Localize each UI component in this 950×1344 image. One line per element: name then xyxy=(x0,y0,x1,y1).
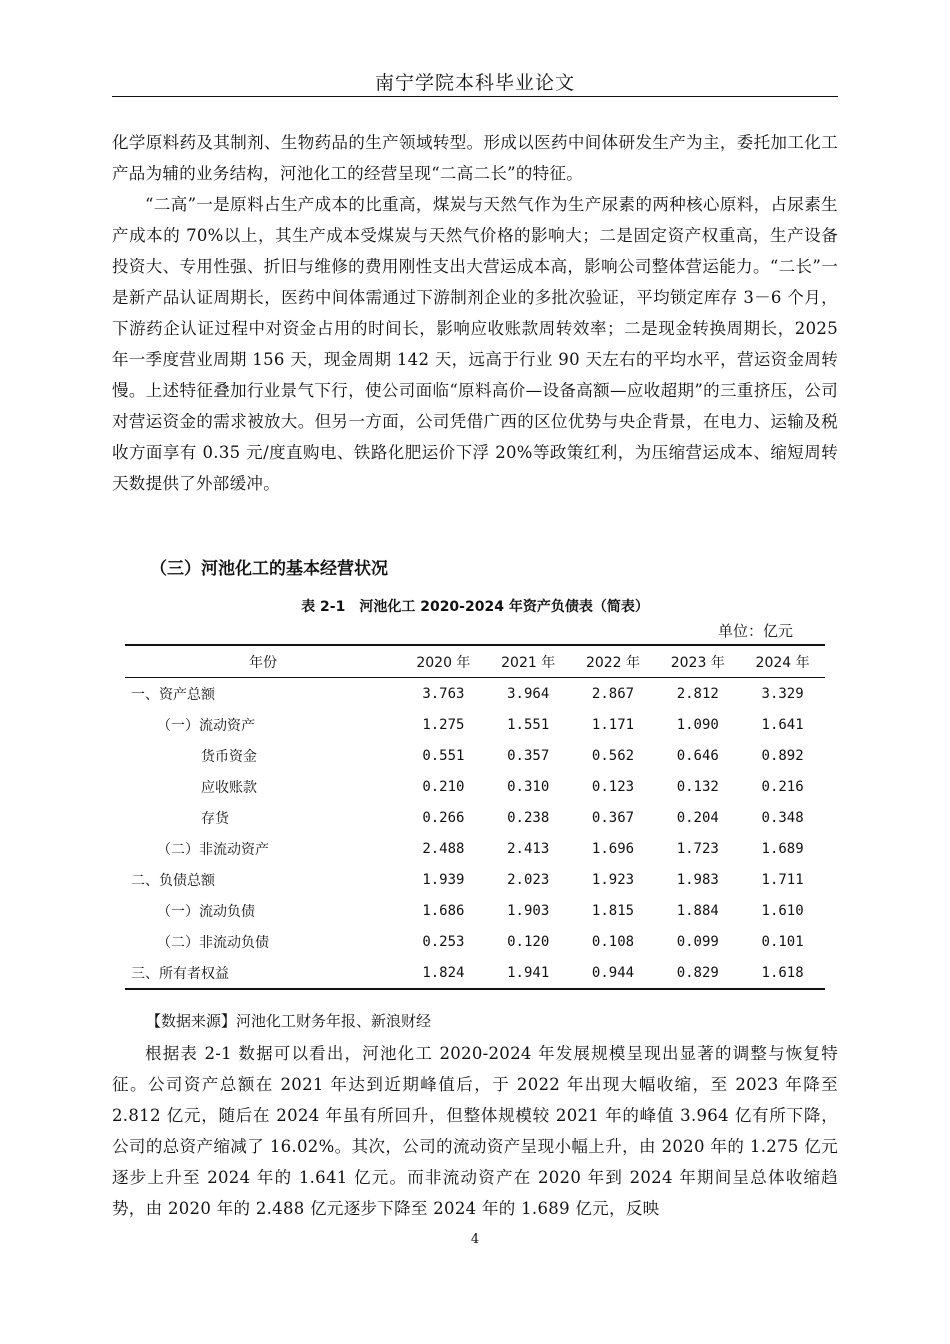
table-row xyxy=(125,957,825,989)
paragraph-2: “二高”一是原料占生产成本的比重高，煤炭与天然气作为生产尿素的两种核心原料，占尿素生产成本的 70%以上，其生产成本受煤炭与天然气价格的影响大；二是固定资产权重高，生产设备投资大、专用性强、折旧与维修的费用刚性支出大营运成本高，影响公司整体营运能力。“二长”一是新产品认证周期长，医药中间体需通过下游制剂企业的多批次验证，平均锁定库存 3－6 个月，下游药企认证过程中对资金占用的时间长，影响应收账款周转效率；二是现金转换周期长，2025 年一季度营业周期 156 天，现金周期 142 天，远高于行业 90 天左右的平均水平，营运资金周转慢。上述特征叠加行业景气下行，使公司面临“原料高价—设备高额—应收超期”的三重挤压，公司对营运资金的需求被放大。但另一方面，公司凭借广西的区位优势与央企背景，在电力、运输及税收方面享有 0.35 元/度直购电、铁路化肥运价下浮 20%等政策红利，为压缩营运成本、缩短周转天数提供了外部缓冲。 xyxy=(112,195,838,493)
body-text-bottom xyxy=(112,1038,838,1224)
column-header: 2024 年 xyxy=(755,654,810,671)
table-unit-label: 单位：亿元 xyxy=(718,622,794,640)
table-cell: 1.696 xyxy=(591,840,635,857)
table-cell: 1.723 xyxy=(676,840,719,857)
table-row xyxy=(125,895,825,926)
table-cell: 0.216 xyxy=(761,778,804,795)
table-cell: 1.941 xyxy=(507,964,550,981)
section-heading: （三）河池化工的基本经营状况 xyxy=(150,559,388,579)
table-cell: 1.939 xyxy=(422,871,465,888)
column-header: 2023 年 xyxy=(670,654,725,671)
table-cell: 2.867 xyxy=(591,685,635,702)
table-cell: 0.099 xyxy=(676,933,719,950)
row-label: 三、所有者权益 xyxy=(131,965,229,982)
row-label: 货币资金 xyxy=(201,748,257,765)
table-row xyxy=(125,771,825,802)
table-cell: 0.120 xyxy=(507,933,550,950)
column-header: 2022 年 xyxy=(585,654,641,671)
table-cell: 0.132 xyxy=(676,778,719,795)
table-caption: 表 2-1 河池化工 2020-2024 年资产负债表（简表） xyxy=(301,599,649,615)
table-cell: 0.357 xyxy=(507,747,550,764)
table-row xyxy=(125,740,825,771)
table-cell: 0.101 xyxy=(761,933,804,950)
table-cell: 0.646 xyxy=(676,747,719,764)
table-cell: 1.090 xyxy=(676,716,719,733)
column-header: 2020 年 xyxy=(416,654,471,671)
row-label: （二）非流动资产 xyxy=(157,841,269,858)
page-number: 4 xyxy=(470,1232,480,1247)
table-header-row xyxy=(125,645,825,678)
table-cell: 3.964 xyxy=(507,685,550,702)
header-divider xyxy=(112,96,838,97)
row-label: （一）流动资产 xyxy=(157,717,255,734)
table-cell: 0.562 xyxy=(591,747,635,764)
table-cell: 0.210 xyxy=(422,778,465,795)
page-header-title: 南宁学院本科毕业论文 xyxy=(374,72,575,94)
table-cell: 2.488 xyxy=(422,840,465,857)
table-cell: 2.023 xyxy=(507,871,550,888)
body-text-top xyxy=(112,127,838,499)
table-cell: 0.367 xyxy=(591,809,635,826)
table-cell: 0.310 xyxy=(507,778,550,795)
table-cell: 1.815 xyxy=(591,902,635,919)
table-cell: 0.238 xyxy=(507,809,550,826)
table-row xyxy=(125,802,825,833)
table-cell: 1.983 xyxy=(676,871,719,888)
table-cell: 0.204 xyxy=(676,809,719,826)
table-cell: 1.884 xyxy=(676,902,719,919)
table-cell: 1.689 xyxy=(761,840,804,857)
table-cell: 0.892 xyxy=(761,747,804,764)
table-cell: 0.253 xyxy=(422,933,465,950)
table-cell: 0.944 xyxy=(591,964,635,981)
table-cell: 0.829 xyxy=(676,964,719,981)
table-cell: 3.763 xyxy=(422,685,465,702)
table-cell: 1.641 xyxy=(761,716,804,733)
column-header: 年份 xyxy=(249,654,277,671)
table-cell: 1.618 xyxy=(761,964,804,981)
balance-sheet-table xyxy=(125,644,825,990)
table-cell: 2.413 xyxy=(507,840,550,857)
table-cell: 1.610 xyxy=(761,902,804,919)
table-cell: 0.551 xyxy=(422,747,465,764)
table-cell: 1.171 xyxy=(591,716,635,733)
table-row xyxy=(125,833,825,864)
table-cell: 1.686 xyxy=(422,902,465,919)
row-label: 一、资产总额 xyxy=(131,686,215,703)
paragraph-1: 化学原料药及其制剂、生物药品的生产领域转型。形成以医药中间体研发生产为主，委托加工化工产品为辅的业务结构，河池化工的经营呈现“二高二长”的特征。 xyxy=(112,133,838,183)
table-cell: 1.824 xyxy=(422,964,465,981)
table-cell: 2.812 xyxy=(676,685,719,702)
row-label: （一）流动负债 xyxy=(157,903,255,920)
table-cell: 1.923 xyxy=(591,871,635,888)
table-source-note: 【数据来源】河池化工财务年报、新浪财经 xyxy=(146,1012,432,1030)
row-label: （二）非流动负债 xyxy=(157,934,269,951)
table-row xyxy=(125,926,825,957)
table-cell: 1.275 xyxy=(422,716,465,733)
table-cell: 0.266 xyxy=(422,809,465,826)
table-cell: 3.329 xyxy=(761,685,804,702)
table-row xyxy=(125,678,825,710)
table-row xyxy=(125,864,825,895)
table-cell: 1.903 xyxy=(507,902,550,919)
table-row xyxy=(125,709,825,740)
table-cell: 1.711 xyxy=(761,871,804,888)
row-label: 存货 xyxy=(201,810,229,827)
paragraph-3: 根据表 2-1 数据可以看出，河池化工 2020-2024 年发展规模呈现出显著的调整与恢复特征。公司资产总额在 2021 年达到近期峰值后，于 2022 年出现大幅收缩，至 2023 年降至 2.812 亿元，随后在 2024 年虽有所回升，但整体规模较 2021 年的峰值 3.964 亿有所下降，公司的总资产缩减了 16.02%。其次，公司的流动资产呈现小幅上升，由 2020 年的 1.275 亿元逐步上升至 2024 年的 1.641 亿元。而非流动资产在 2020 年到 2024 年期间呈总体收缩趋势，由 2020 年的 2.488 亿元逐步下降至 2024 年的 1.689 亿元，反映 xyxy=(112,1044,838,1218)
column-header: 2021 年 xyxy=(501,654,556,671)
table-cell: 0.348 xyxy=(761,809,804,826)
row-label: 应收账款 xyxy=(201,779,257,796)
table-cell: 0.123 xyxy=(591,778,635,795)
table-cell: 0.108 xyxy=(591,933,635,950)
row-label: 二、负债总额 xyxy=(131,872,215,889)
table-cell: 1.551 xyxy=(507,716,550,733)
